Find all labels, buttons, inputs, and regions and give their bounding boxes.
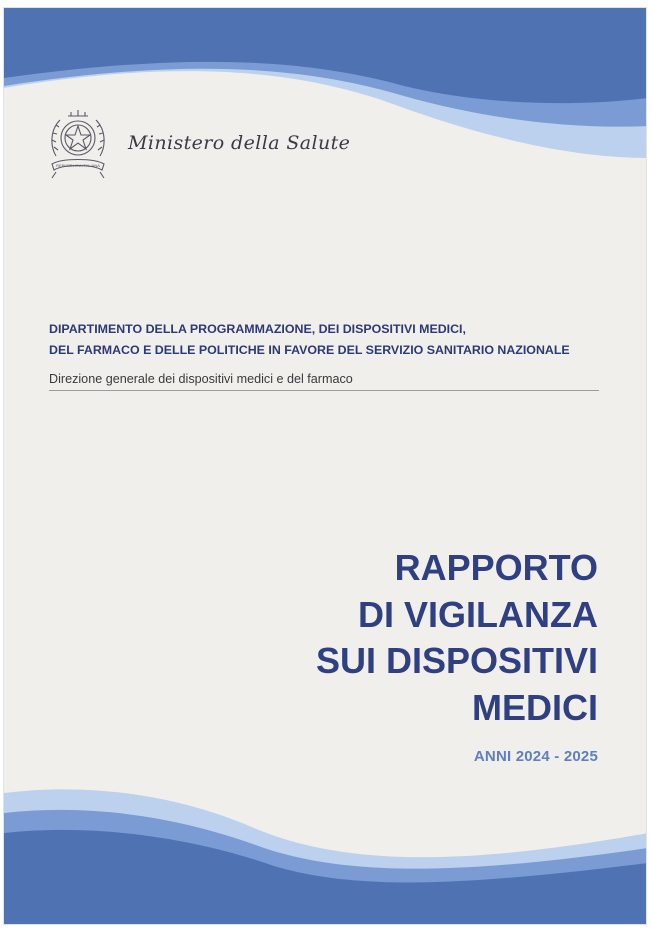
report-title <box>316 545 598 731</box>
ministry-name: Ministero della Salute <box>128 132 351 154</box>
report-cover <box>3 7 647 925</box>
title-line-3: SUI DISPOSITIVI <box>315 640 598 681</box>
department-heading <box>49 319 609 361</box>
emblem-of-italy-icon <box>46 106 110 182</box>
department-line-1: DIPARTIMENTO DELLA PROGRAMMAZIONE, DEI DISPOSITIVI MEDICI, <box>49 322 466 336</box>
title-line-4: MEDICI <box>472 686 598 728</box>
divider-line <box>49 390 599 391</box>
svg-text:REPUBBLICA ITALIANA: REPUBBLICA ITALIANA <box>56 163 100 168</box>
title-line-1: RAPPORTO <box>394 547 598 588</box>
bottom-wave-decoration <box>4 778 647 925</box>
report-years: ANNI 2024 - 2025 <box>473 748 598 765</box>
title-line-2: DI VIGILANZA <box>358 593 598 635</box>
directorate-name: Direzione generale dei dispositivi medici e del farmaco <box>49 372 353 386</box>
department-line-2: DEL FARMACO E DELLE POLITICHE IN FAVORE DEL SERVIZIO SANITARIO NAZIONALE <box>49 343 570 357</box>
